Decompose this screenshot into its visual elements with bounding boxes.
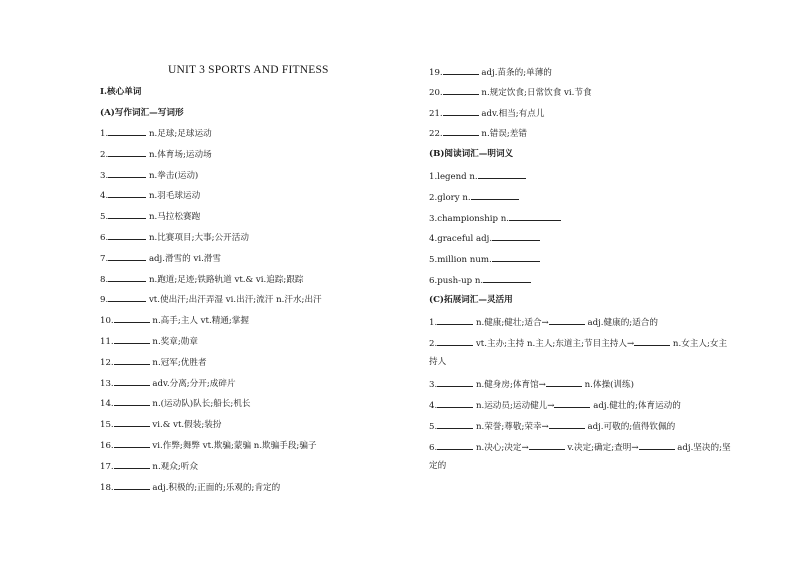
reading-item — [429, 232, 540, 245]
page-title: UNIT 3 SPORTS AND FITNESS — [168, 64, 329, 76]
vocab-item — [100, 189, 200, 202]
item-continuation: 持人 — [429, 357, 447, 367]
extension-item — [429, 378, 634, 391]
answer-blank[interactable] — [114, 397, 150, 406]
vocab-item — [100, 356, 207, 369]
answer-blank[interactable] — [108, 231, 146, 240]
reading-item — [429, 253, 540, 266]
vocab-item — [100, 273, 304, 286]
answer-blank[interactable] — [471, 191, 519, 200]
item-definition: vi.& vt.假装;装扮 — [152, 420, 222, 431]
item-clue: adj.健壮的;体育运动的 — [593, 401, 681, 411]
item-definition: vi.作弊;舞弊 vt.欺骗;蒙骗 n.欺骗手段;骗子 — [152, 441, 317, 451]
item-definition: n.体育场;运动场 — [148, 149, 212, 160]
answer-blank[interactable] — [639, 441, 675, 450]
answer-blank[interactable] — [114, 356, 150, 365]
item-number: 5. — [100, 212, 109, 223]
vocab-item — [100, 148, 212, 161]
answer-blank[interactable] — [492, 232, 540, 241]
item-number: 2. — [429, 339, 438, 349]
item-number: 10. — [100, 316, 114, 327]
item-number: 21. — [429, 108, 443, 119]
reading-item — [429, 170, 526, 183]
answer-blank[interactable] — [114, 481, 150, 490]
answer-blank[interactable] — [108, 273, 146, 282]
item-word: graceful adj. — [437, 234, 493, 245]
item-number: 7. — [100, 253, 109, 264]
item-number: 12. — [100, 357, 114, 368]
item-number: 4. — [429, 401, 438, 411]
vocab-item — [100, 314, 249, 327]
extension-item — [429, 420, 675, 433]
item-definition: adj.苗条的;单薄的 — [481, 68, 552, 78]
item-number: 6. — [429, 276, 438, 286]
vocab-item — [100, 335, 198, 348]
vocab-item — [100, 127, 212, 140]
extension-item — [429, 441, 731, 454]
answer-blank[interactable] — [114, 439, 150, 448]
answer-blank[interactable] — [108, 210, 146, 219]
part-b-heading: (B)阅读词汇—明词义 — [429, 149, 514, 159]
answer-blank[interactable] — [549, 316, 585, 325]
section-heading: Ⅰ.核心单词 — [100, 87, 142, 97]
item-number: 6. — [429, 443, 438, 453]
vocab-item — [100, 377, 236, 390]
item-definition: adj.积极的;正面的;乐观的;肯定的 — [152, 482, 281, 493]
item-number: 19. — [429, 68, 443, 78]
item-number: 2. — [100, 149, 109, 160]
extension-item — [429, 399, 681, 412]
answer-blank[interactable] — [437, 420, 473, 429]
answer-blank[interactable] — [108, 252, 146, 261]
vocab-item — [100, 439, 317, 452]
answer-blank[interactable] — [114, 460, 150, 469]
item-definition: n.马拉松赛跑 — [148, 212, 201, 223]
reading-item — [429, 191, 519, 204]
item-number: 5. — [429, 255, 438, 266]
vocab-item — [429, 66, 552, 79]
answer-blank[interactable] — [114, 314, 150, 323]
answer-blank[interactable] — [443, 107, 479, 116]
vocab-item — [429, 86, 592, 99]
answer-blank[interactable] — [108, 293, 146, 302]
answer-blank[interactable] — [554, 399, 590, 408]
answer-blank[interactable] — [634, 337, 670, 346]
item-clue: n.体操(训练) — [584, 380, 634, 390]
item-definition: n.高手;主人 vt.精通;掌握 — [152, 316, 249, 327]
item-clue: n.决心;决定→ — [475, 443, 529, 453]
item-number: 22. — [429, 128, 443, 139]
item-clue: n.荣誉;尊敬;荣幸→ — [475, 422, 549, 432]
item-definition: adj.滑雪的 vi.滑雪 — [148, 253, 221, 264]
answer-blank[interactable] — [478, 170, 526, 179]
item-word: push-up n. — [437, 276, 484, 286]
answer-blank[interactable] — [437, 441, 473, 450]
vocab-item — [100, 418, 221, 431]
item-number: 5. — [429, 422, 438, 432]
vocab-item — [100, 231, 249, 244]
answer-blank[interactable] — [492, 253, 540, 262]
item-number: 9. — [100, 295, 109, 306]
answer-blank[interactable] — [108, 169, 146, 178]
item-number: 14. — [100, 399, 114, 410]
vocab-item — [100, 210, 200, 223]
item-number: 1. — [429, 318, 438, 328]
answer-blank[interactable] — [437, 399, 473, 408]
extension-item — [429, 316, 658, 329]
item-definition: n.比赛项目;大事;公开活动 — [148, 233, 249, 243]
answer-blank[interactable] — [437, 337, 473, 346]
item-clue: adj.可敬的;值得钦佩的 — [587, 422, 676, 432]
item-clue: vt.主办;主持 n.主人;东道主;节目主持人→ — [475, 339, 635, 349]
answer-blank[interactable] — [549, 420, 585, 429]
item-number: 13. — [100, 378, 114, 389]
answer-blank[interactable] — [443, 66, 479, 75]
item-number: 1. — [100, 129, 109, 139]
item-definition: n.奖章;勋章 — [152, 337, 198, 347]
item-number: 3. — [429, 213, 438, 224]
item-definition: n.观众;听众 — [152, 461, 198, 472]
item-continuation: 定的 — [429, 461, 447, 471]
item-number: 3. — [429, 380, 438, 390]
item-number: 20. — [429, 88, 443, 99]
item-number: 2. — [429, 192, 438, 203]
item-definition: vt.使出汗;出汗弄湿 vi.出汗;流汗 n.汗水;出汗 — [148, 295, 322, 306]
item-number: 6. — [100, 233, 109, 243]
answer-blank[interactable] — [529, 441, 565, 450]
answer-blank[interactable] — [114, 377, 150, 386]
answer-blank[interactable] — [483, 274, 531, 283]
item-number: 4. — [100, 191, 109, 202]
item-number: 1. — [429, 172, 438, 182]
item-number: 3. — [100, 170, 109, 181]
item-word: championship n. — [437, 213, 509, 224]
item-word: million num. — [437, 255, 492, 266]
vocab-item — [100, 169, 198, 182]
reading-item — [429, 274, 531, 287]
answer-blank[interactable] — [437, 378, 473, 387]
vocab-item — [100, 397, 251, 410]
item-number: 17. — [100, 461, 114, 472]
item-clue: n.健身房;体育馆→ — [475, 380, 546, 390]
item-clue: n.运动员;运动健儿→ — [475, 401, 555, 411]
item-definition: n.错误;差错 — [481, 128, 527, 139]
item-clue: adj.健康的;适合的 — [587, 318, 658, 328]
item-definition: adv.相当;有点儿 — [481, 108, 545, 119]
part-c-heading: (C)拓展词汇—灵活用 — [429, 295, 513, 305]
answer-blank[interactable] — [509, 212, 561, 221]
item-number: 15. — [100, 420, 114, 431]
item-clue: n.女主人;女主 — [672, 339, 728, 349]
item-word: glory n. — [437, 192, 471, 203]
answer-blank[interactable] — [108, 127, 146, 136]
item-definition: n.足球;足球运动 — [148, 129, 212, 139]
item-definition: n.羽毛球运动 — [148, 191, 201, 202]
vocab-item — [100, 293, 322, 306]
item-definition: n.冠军;优胜者 — [152, 357, 207, 368]
item-clue: v.决定;确定;查明→ — [567, 443, 639, 453]
part-a-heading: (A)写作词汇—写词形 — [100, 108, 184, 118]
vocab-item — [429, 127, 527, 140]
answer-blank[interactable] — [443, 127, 479, 136]
item-definition: n.规定饮食;日常饮食 vi.节食 — [481, 88, 592, 99]
reading-item — [429, 212, 561, 225]
answer-blank[interactable] — [443, 86, 479, 95]
item-definition: n.跑道;足迹;铁路轨道 vt.& vi.追踪;跟踪 — [148, 274, 304, 285]
item-clue: adj.坚决的;坚 — [677, 443, 731, 453]
vocab-item — [100, 252, 221, 265]
item-word: legend n. — [437, 172, 478, 182]
answer-blank[interactable] — [108, 189, 146, 198]
item-number: 16. — [100, 441, 114, 451]
answer-blank[interactable] — [114, 418, 150, 427]
answer-blank[interactable] — [546, 378, 582, 387]
vocab-item — [429, 107, 544, 120]
vocab-item — [100, 481, 280, 494]
item-number: 11. — [100, 337, 114, 347]
answer-blank[interactable] — [108, 148, 146, 157]
vocab-item — [100, 460, 198, 473]
item-number: 4. — [429, 234, 438, 245]
item-definition: n.(运动队)队长;船长;机长 — [152, 399, 251, 410]
extension-item — [429, 337, 727, 350]
item-definition: n.拳击(运动) — [148, 170, 199, 181]
item-number: 8. — [100, 274, 109, 285]
item-number: 18. — [100, 482, 114, 493]
answer-blank[interactable] — [114, 335, 150, 344]
item-definition: adv.分离;分开;成碎片 — [152, 378, 236, 389]
item-clue: n.健康;健壮;适合→ — [475, 318, 549, 328]
answer-blank[interactable] — [437, 316, 473, 325]
